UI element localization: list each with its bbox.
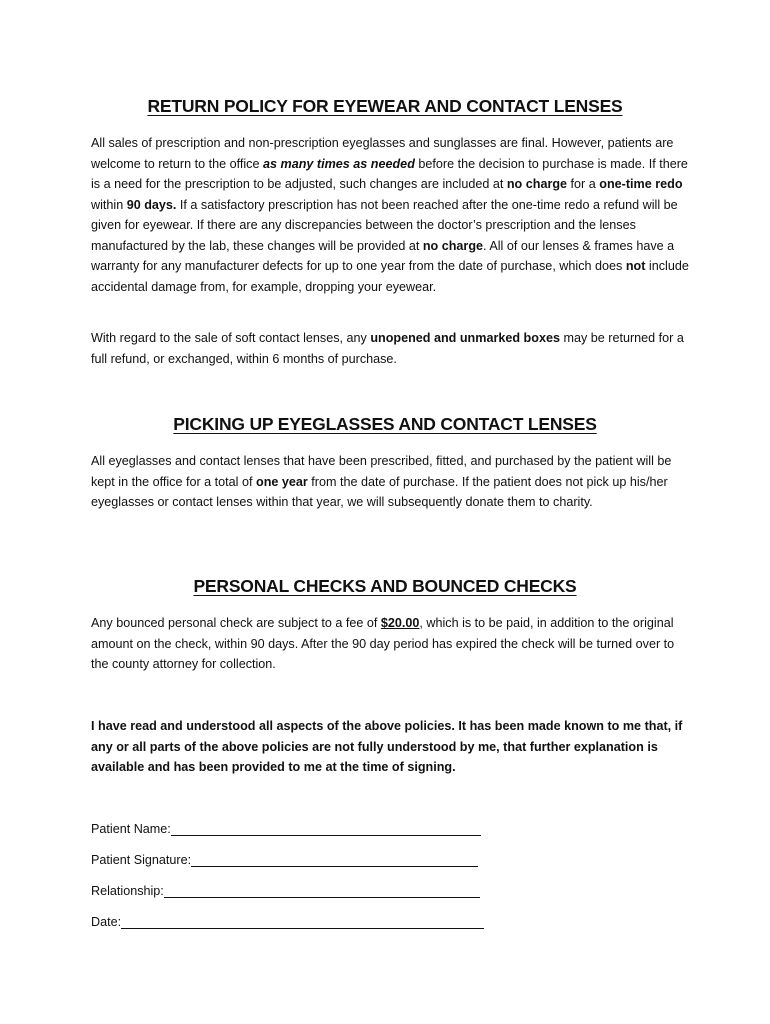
- emphasis-text: 90 days.: [126, 197, 177, 212]
- text: from the date of purchase. If the patient does not pick up his/her eyeglasses or contact lenses within that year, we will subsequently donate them to charity.: [91, 474, 668, 509]
- text: within: [91, 197, 127, 212]
- text: , which is to be paid, in addition to the original amount on the check, within 90 days. After the 90 day period has expired the check will be turned over to the county attorney for collection.: [91, 616, 675, 671]
- emphasis-text: no charge: [506, 177, 568, 191]
- patient-name-line[interactable]: [171, 821, 481, 836]
- emphasis-text: as many times as needed: [262, 156, 415, 171]
- text: With regard to the sale of soft contact lenses, any: [91, 331, 371, 345]
- text: include accidental damage from, for example, dropping your eyewear.: [91, 259, 689, 294]
- acknowledgement-statement: I have read and understood all aspects of the above policies. It has been made known to me that, if any or all parts of the above policies are not fully understood by me, that further explanation is available and has been provided to me at the time of signing.: [91, 719, 683, 774]
- text: Any bounced personal check are subject to a fee of: [91, 616, 381, 630]
- emphasis-text: unopened and unmarked boxes: [370, 331, 560, 345]
- patient-signature-line[interactable]: [191, 852, 478, 867]
- text: If a satisfactory prescription has not been reached after the one-time redo a refund will be given for eyewear. If there are any discrepancies between the doctor’s prescription and the lenses manufactured by the lab, these changes will be provided at: [91, 197, 678, 253]
- checks-policy-paragraph: [91, 613, 691, 675]
- text: . All of our lenses & frames have a warranty for any manufacturer defects for up to one year from the date of purchase, which does: [91, 238, 675, 273]
- pickup-policy-title: PICKING UP EYEGLASSES AND CONTACT LENSES: [173, 414, 597, 434]
- emphasis-text: one year: [256, 474, 308, 489]
- fee-amount: $20.00: [380, 616, 420, 630]
- checks-policy-title: PERSONAL CHECKS AND BOUNCED CHECKS: [193, 576, 577, 596]
- return-policy-paragraph: [91, 133, 691, 297]
- emphasis-text: one-time redo: [599, 177, 683, 191]
- date-field: [91, 911, 484, 929]
- relationship-line[interactable]: [164, 883, 480, 898]
- emphasis-text: not: [625, 259, 646, 273]
- relationship-field: [91, 880, 480, 898]
- relationship-label: Relationship:: [91, 884, 164, 898]
- patient-name-label: Patient Name:: [91, 822, 171, 836]
- text: All sales of prescription and non-prescription eyeglasses and sunglasses are final. However, patients are welcome to return to the office: [91, 136, 674, 171]
- text: All eyeglasses and contact lenses that have been prescribed, fitted, and purchased by the patient will be kept in the office for a total of: [91, 454, 672, 489]
- text: may be returned for a full refund, or exchanged, within 6 months of purchase.: [91, 331, 684, 366]
- patient-signature-field: [91, 849, 478, 867]
- return-policy-title: RETURN POLICY FOR EYEWEAR AND CONTACT LENSES: [147, 96, 623, 116]
- patient-name-field: [91, 818, 481, 836]
- patient-signature-label: Patient Signature:: [91, 853, 192, 867]
- date-line[interactable]: [121, 914, 484, 929]
- pickup-policy-paragraph: [91, 451, 691, 513]
- emphasis-text: no charge: [422, 238, 484, 253]
- text: for a: [567, 177, 600, 191]
- text: before the decision to purchase is made. If there is a need for the prescription to be adjusted, such changes are included at: [91, 156, 688, 191]
- date-label: Date:: [91, 915, 122, 929]
- contact-lens-return-paragraph: [91, 328, 691, 369]
